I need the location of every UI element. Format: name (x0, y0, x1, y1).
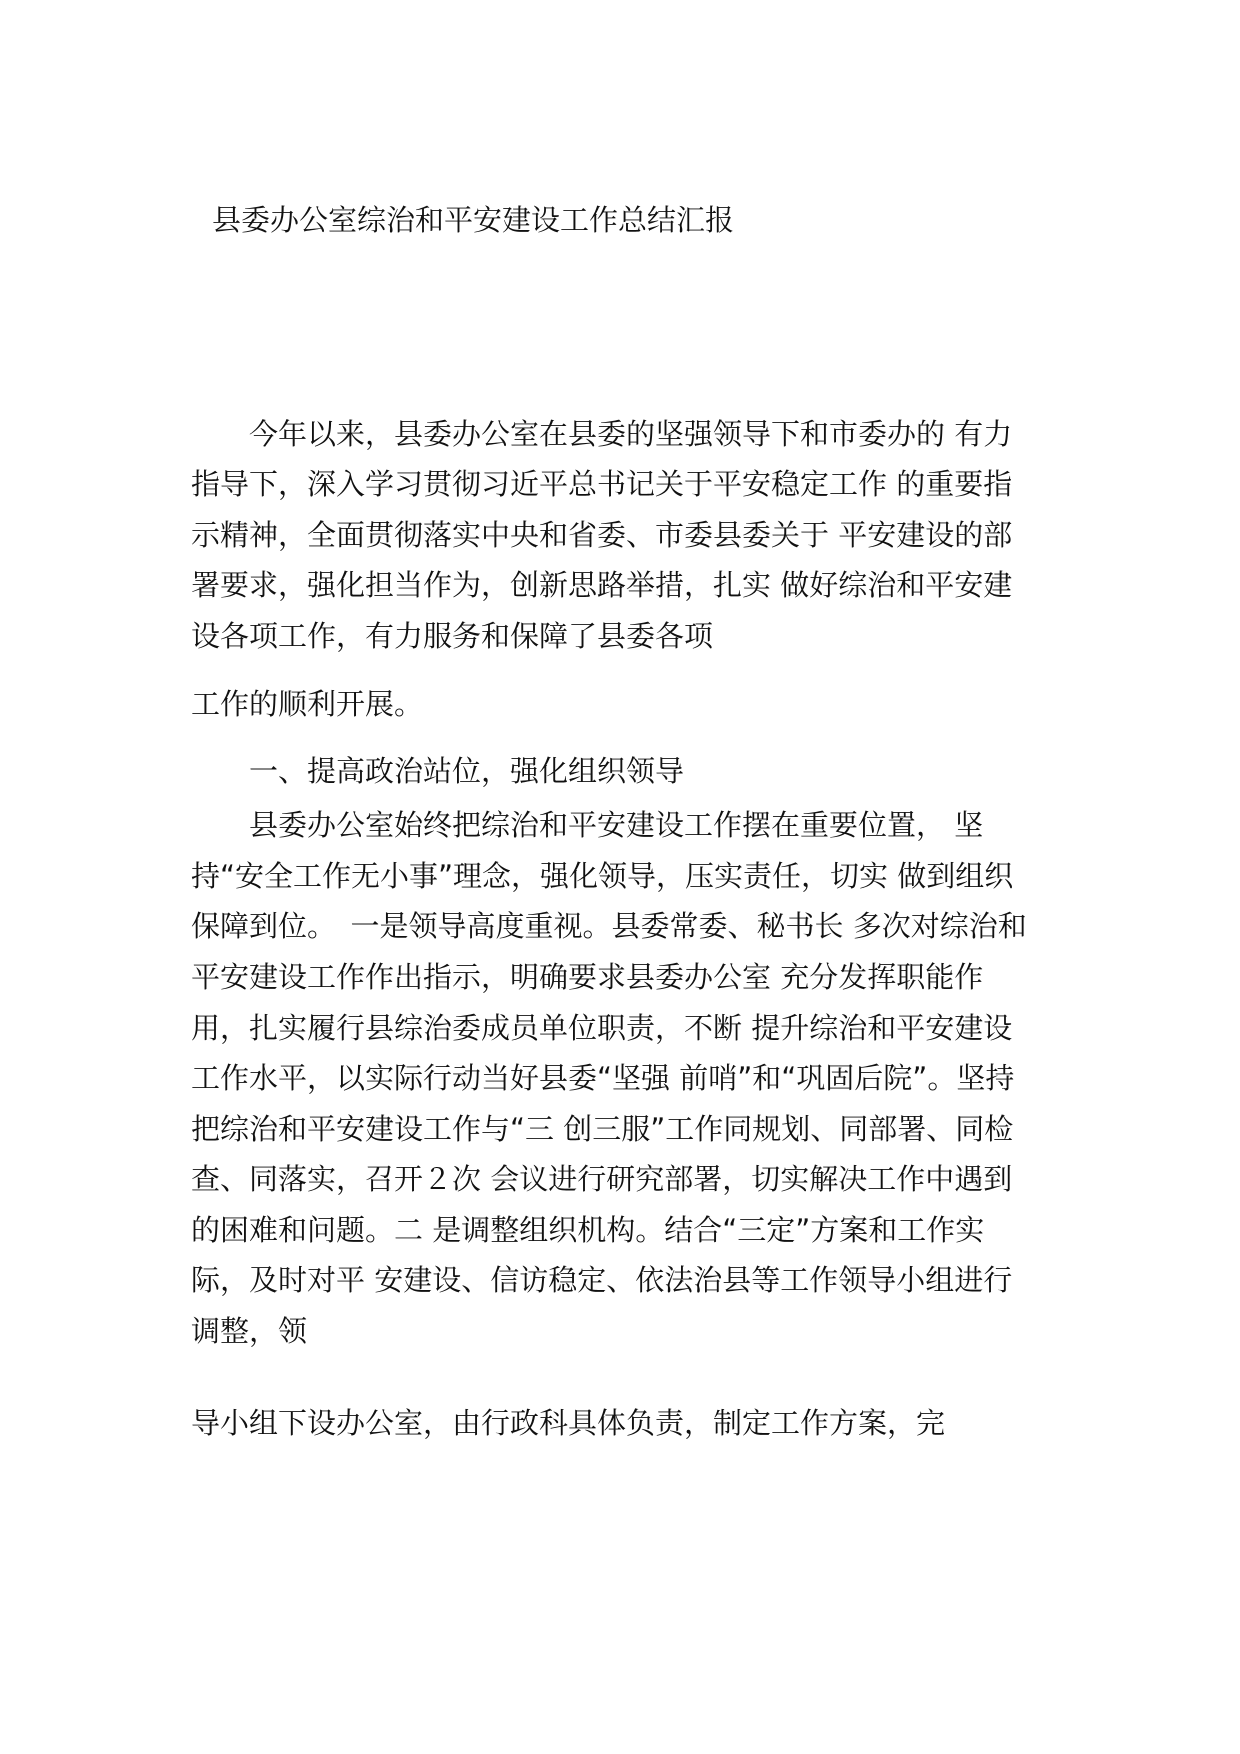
paragraph-line: 指导下，深入学习贯彻习近平总书记关于平安稳定工作 的重要指 (191, 467, 1013, 501)
paragraph-line: 持“安全工作无小事”理念，强化领导，压实责任，切实 做到组织 (191, 859, 1014, 893)
paragraph-line: 县委办公室始终把综治和平安建设工作摆在重要位置， 坚 (191, 808, 984, 842)
paragraph-line: 的困难和问题。二 是调整组织机构。结合“三定”方案和工作实 (191, 1213, 985, 1247)
paragraph-line: 设各项工作，有力服务和保障了县委各项 (191, 619, 714, 653)
paragraph-line: 平安建设工作作出指示，明确要求县委办公室 充分发挥职能作 (191, 960, 984, 994)
section-heading: 一、提高政治站位，强化组织领导 (191, 754, 685, 788)
paragraph-line: 查、同落实，召开２次 会议进行研究部署，切实解决工作中遇到 (191, 1162, 1013, 1196)
paragraph-line: 工作的顺利开展。 (191, 687, 424, 721)
paragraph-line: 际，及时对平 安建设、信访稳定、依法治县等工作领导小组进行 (191, 1263, 1013, 1297)
paragraph-line: 示精神，全面贯彻落实中央和省委、市委县委关于 平安建设的部 (191, 518, 1013, 552)
paragraph-line: 署要求，强化担当作为，创新思路举措，扎实 做好综治和平安建 (191, 568, 1013, 602)
paragraph-line: 调整，领 (191, 1314, 308, 1348)
document-title: 县委办公室综治和平安建设工作总结汇报 (212, 203, 735, 237)
paragraph-line: 保障到位。 一是领导高度重视。县委常委、秘书长 多次对综治和 (191, 909, 1027, 943)
paragraph-line: 工作水平，以实际行动当好县委“坚强 前哨”和“巩固后院”。坚持 (191, 1061, 1015, 1095)
paragraph-line: 用，扎实履行县综治委成员单位职责，不断 提升综治和平安建设 (191, 1011, 1013, 1045)
paragraph-line: 把综治和平安建设工作与“三 创三服”工作同规划、同部署、同检 (191, 1112, 1014, 1146)
paragraph-line: 今年以来，县委办公室在县委的坚强领导下和市委办的 有力 (191, 417, 1013, 451)
paragraph-line: 导小组下设办公室，由行政科具体负责，制定工作方案，完 (191, 1406, 946, 1440)
